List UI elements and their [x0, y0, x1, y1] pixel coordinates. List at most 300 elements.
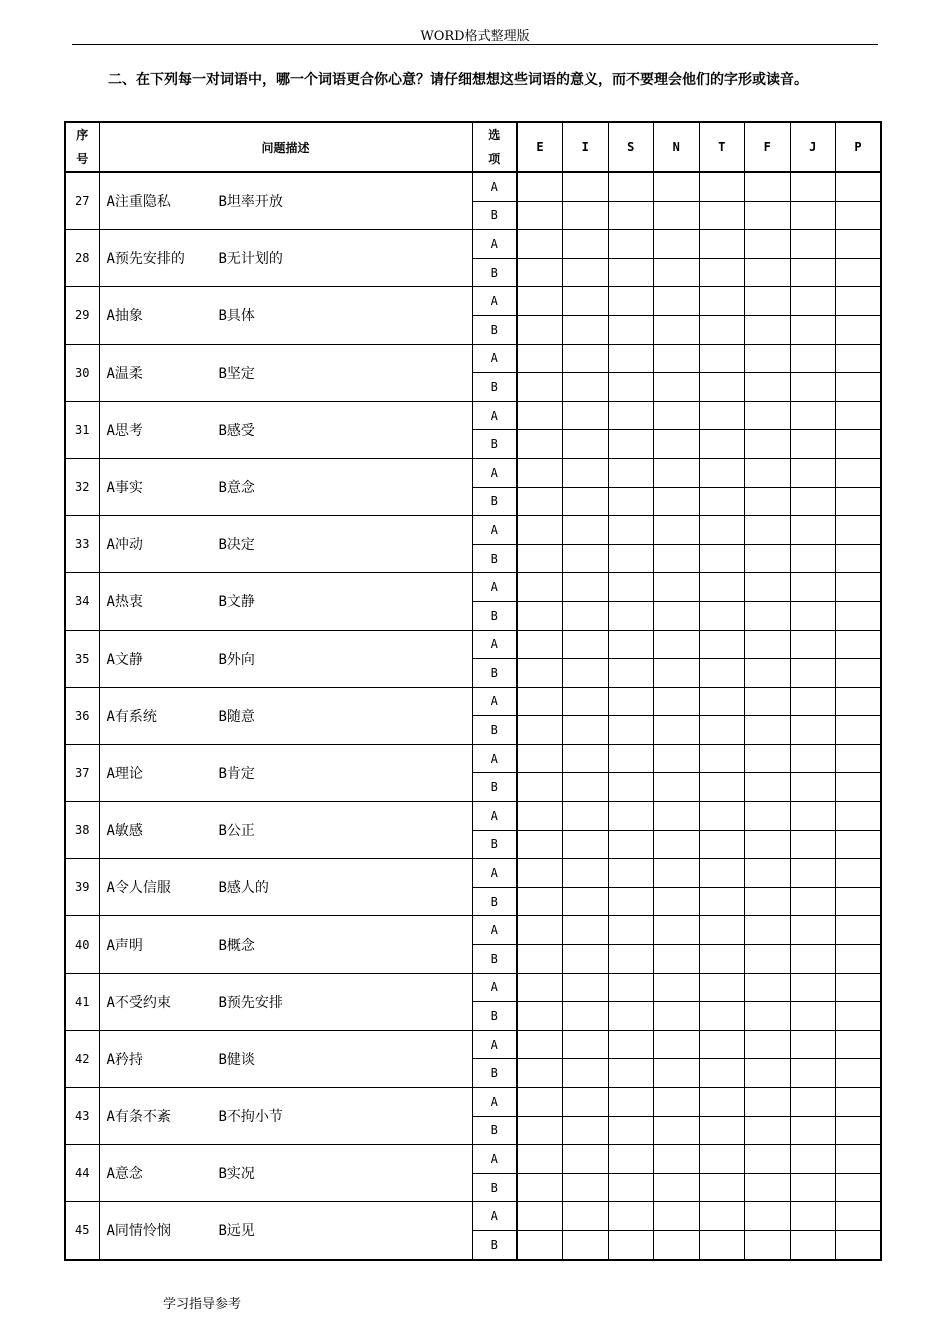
score-cell-p[interactable]	[836, 458, 882, 487]
score-cell-f[interactable]	[745, 430, 791, 459]
score-cell-s[interactable]	[608, 601, 654, 630]
score-cell-i[interactable]	[563, 973, 609, 1002]
score-cell-t[interactable]	[699, 1030, 745, 1059]
score-cell-f[interactable]	[745, 973, 791, 1002]
score-cell-j[interactable]	[790, 887, 836, 916]
score-cell-n[interactable]	[654, 687, 700, 716]
score-cell-t[interactable]	[699, 1088, 745, 1117]
score-cell-i[interactable]	[563, 201, 609, 230]
score-cell-j[interactable]	[790, 1002, 836, 1031]
score-cell-e[interactable]	[517, 973, 563, 1002]
score-cell-t[interactable]	[699, 802, 745, 831]
score-cell-j[interactable]	[790, 773, 836, 802]
score-cell-i[interactable]	[563, 945, 609, 974]
score-cell-t[interactable]	[699, 544, 745, 573]
score-cell-s[interactable]	[608, 1059, 654, 1088]
score-cell-t[interactable]	[699, 1202, 745, 1231]
score-cell-s[interactable]	[608, 773, 654, 802]
score-cell-i[interactable]	[563, 344, 609, 373]
score-cell-t[interactable]	[699, 1002, 745, 1031]
score-cell-t[interactable]	[699, 916, 745, 945]
score-cell-n[interactable]	[654, 344, 700, 373]
score-cell-n[interactable]	[654, 630, 700, 659]
score-cell-j[interactable]	[790, 1030, 836, 1059]
score-cell-p[interactable]	[836, 1230, 882, 1259]
score-cell-t[interactable]	[699, 744, 745, 773]
score-cell-n[interactable]	[654, 1116, 700, 1145]
score-cell-j[interactable]	[790, 487, 836, 516]
score-cell-n[interactable]	[654, 1202, 700, 1231]
score-cell-j[interactable]	[790, 573, 836, 602]
score-cell-n[interactable]	[654, 830, 700, 859]
score-cell-s[interactable]	[608, 287, 654, 316]
score-cell-i[interactable]	[563, 1173, 609, 1202]
score-cell-j[interactable]	[790, 1116, 836, 1145]
score-cell-p[interactable]	[836, 544, 882, 573]
score-cell-n[interactable]	[654, 373, 700, 402]
score-cell-t[interactable]	[699, 830, 745, 859]
score-cell-s[interactable]	[608, 1030, 654, 1059]
score-cell-j[interactable]	[790, 916, 836, 945]
score-cell-i[interactable]	[563, 1145, 609, 1174]
score-cell-t[interactable]	[699, 287, 745, 316]
score-cell-e[interactable]	[517, 802, 563, 831]
score-cell-i[interactable]	[563, 230, 609, 259]
score-cell-f[interactable]	[745, 1002, 791, 1031]
score-cell-e[interactable]	[517, 573, 563, 602]
score-cell-f[interactable]	[745, 230, 791, 259]
score-cell-i[interactable]	[563, 773, 609, 802]
score-cell-e[interactable]	[517, 516, 563, 545]
score-cell-f[interactable]	[745, 458, 791, 487]
score-cell-t[interactable]	[699, 430, 745, 459]
score-cell-f[interactable]	[745, 887, 791, 916]
score-cell-i[interactable]	[563, 630, 609, 659]
score-cell-f[interactable]	[745, 401, 791, 430]
score-cell-e[interactable]	[517, 544, 563, 573]
score-cell-f[interactable]	[745, 802, 791, 831]
score-cell-n[interactable]	[654, 1059, 700, 1088]
score-cell-f[interactable]	[745, 1088, 791, 1117]
score-cell-i[interactable]	[563, 659, 609, 688]
score-cell-s[interactable]	[608, 802, 654, 831]
score-cell-j[interactable]	[790, 287, 836, 316]
score-cell-f[interactable]	[745, 1202, 791, 1231]
score-cell-p[interactable]	[836, 430, 882, 459]
score-cell-e[interactable]	[517, 916, 563, 945]
score-cell-f[interactable]	[745, 516, 791, 545]
score-cell-n[interactable]	[654, 601, 700, 630]
score-cell-i[interactable]	[563, 315, 609, 344]
score-cell-j[interactable]	[790, 430, 836, 459]
score-cell-t[interactable]	[699, 659, 745, 688]
score-cell-n[interactable]	[654, 230, 700, 259]
score-cell-p[interactable]	[836, 601, 882, 630]
score-cell-s[interactable]	[608, 401, 654, 430]
score-cell-j[interactable]	[790, 1088, 836, 1117]
score-cell-j[interactable]	[790, 1145, 836, 1174]
score-cell-f[interactable]	[745, 544, 791, 573]
score-cell-f[interactable]	[745, 315, 791, 344]
score-cell-s[interactable]	[608, 973, 654, 1002]
score-cell-i[interactable]	[563, 830, 609, 859]
score-cell-t[interactable]	[699, 887, 745, 916]
score-cell-n[interactable]	[654, 659, 700, 688]
score-cell-t[interactable]	[699, 373, 745, 402]
score-cell-f[interactable]	[745, 201, 791, 230]
score-cell-s[interactable]	[608, 859, 654, 888]
score-cell-e[interactable]	[517, 1202, 563, 1231]
score-cell-e[interactable]	[517, 1030, 563, 1059]
score-cell-f[interactable]	[745, 773, 791, 802]
score-cell-s[interactable]	[608, 573, 654, 602]
score-cell-t[interactable]	[699, 1059, 745, 1088]
score-cell-n[interactable]	[654, 487, 700, 516]
score-cell-n[interactable]	[654, 1145, 700, 1174]
score-cell-e[interactable]	[517, 487, 563, 516]
score-cell-t[interactable]	[699, 573, 745, 602]
score-cell-p[interactable]	[836, 744, 882, 773]
score-cell-f[interactable]	[745, 601, 791, 630]
score-cell-p[interactable]	[836, 172, 882, 201]
score-cell-p[interactable]	[836, 287, 882, 316]
score-cell-j[interactable]	[790, 315, 836, 344]
score-cell-i[interactable]	[563, 516, 609, 545]
score-cell-t[interactable]	[699, 230, 745, 259]
score-cell-p[interactable]	[836, 344, 882, 373]
score-cell-s[interactable]	[608, 458, 654, 487]
score-cell-s[interactable]	[608, 1002, 654, 1031]
score-cell-e[interactable]	[517, 1059, 563, 1088]
score-cell-j[interactable]	[790, 230, 836, 259]
score-cell-e[interactable]	[517, 887, 563, 916]
score-cell-p[interactable]	[836, 258, 882, 287]
score-cell-f[interactable]	[745, 344, 791, 373]
score-cell-j[interactable]	[790, 1202, 836, 1231]
score-cell-s[interactable]	[608, 744, 654, 773]
score-cell-j[interactable]	[790, 544, 836, 573]
score-cell-f[interactable]	[745, 916, 791, 945]
score-cell-n[interactable]	[654, 258, 700, 287]
score-cell-n[interactable]	[654, 1173, 700, 1202]
score-cell-s[interactable]	[608, 1173, 654, 1202]
score-cell-n[interactable]	[654, 802, 700, 831]
score-cell-t[interactable]	[699, 201, 745, 230]
score-cell-e[interactable]	[517, 1145, 563, 1174]
score-cell-j[interactable]	[790, 1173, 836, 1202]
score-cell-j[interactable]	[790, 172, 836, 201]
score-cell-j[interactable]	[790, 802, 836, 831]
score-cell-f[interactable]	[745, 687, 791, 716]
score-cell-f[interactable]	[745, 487, 791, 516]
score-cell-j[interactable]	[790, 744, 836, 773]
score-cell-t[interactable]	[699, 773, 745, 802]
score-cell-s[interactable]	[608, 659, 654, 688]
score-cell-n[interactable]	[654, 973, 700, 1002]
score-cell-i[interactable]	[563, 1059, 609, 1088]
score-cell-e[interactable]	[517, 744, 563, 773]
score-cell-n[interactable]	[654, 1088, 700, 1117]
score-cell-p[interactable]	[836, 516, 882, 545]
score-cell-s[interactable]	[608, 916, 654, 945]
score-cell-i[interactable]	[563, 1030, 609, 1059]
score-cell-p[interactable]	[836, 1059, 882, 1088]
score-cell-i[interactable]	[563, 487, 609, 516]
score-cell-j[interactable]	[790, 659, 836, 688]
score-cell-e[interactable]	[517, 601, 563, 630]
score-cell-f[interactable]	[745, 1059, 791, 1088]
score-cell-s[interactable]	[608, 630, 654, 659]
score-cell-i[interactable]	[563, 573, 609, 602]
score-cell-j[interactable]	[790, 201, 836, 230]
score-cell-p[interactable]	[836, 573, 882, 602]
score-cell-p[interactable]	[836, 630, 882, 659]
score-cell-i[interactable]	[563, 1230, 609, 1259]
score-cell-n[interactable]	[654, 744, 700, 773]
score-cell-t[interactable]	[699, 258, 745, 287]
score-cell-p[interactable]	[836, 315, 882, 344]
score-cell-s[interactable]	[608, 1116, 654, 1145]
score-cell-i[interactable]	[563, 1002, 609, 1031]
score-cell-e[interactable]	[517, 201, 563, 230]
score-cell-e[interactable]	[517, 830, 563, 859]
score-cell-s[interactable]	[608, 430, 654, 459]
score-cell-n[interactable]	[654, 716, 700, 745]
score-cell-n[interactable]	[654, 287, 700, 316]
score-cell-n[interactable]	[654, 916, 700, 945]
score-cell-e[interactable]	[517, 258, 563, 287]
score-cell-p[interactable]	[836, 859, 882, 888]
score-cell-e[interactable]	[517, 1230, 563, 1259]
score-cell-f[interactable]	[745, 258, 791, 287]
score-cell-f[interactable]	[745, 1030, 791, 1059]
score-cell-i[interactable]	[563, 887, 609, 916]
score-cell-i[interactable]	[563, 1202, 609, 1231]
score-cell-f[interactable]	[745, 659, 791, 688]
score-cell-p[interactable]	[836, 716, 882, 745]
score-cell-j[interactable]	[790, 830, 836, 859]
score-cell-f[interactable]	[745, 287, 791, 316]
score-cell-s[interactable]	[608, 487, 654, 516]
score-cell-f[interactable]	[745, 859, 791, 888]
score-cell-e[interactable]	[517, 945, 563, 974]
score-cell-i[interactable]	[563, 744, 609, 773]
score-cell-j[interactable]	[790, 716, 836, 745]
score-cell-p[interactable]	[836, 687, 882, 716]
score-cell-i[interactable]	[563, 916, 609, 945]
score-cell-f[interactable]	[745, 830, 791, 859]
score-cell-j[interactable]	[790, 630, 836, 659]
score-cell-s[interactable]	[608, 1230, 654, 1259]
score-cell-e[interactable]	[517, 1173, 563, 1202]
score-cell-j[interactable]	[790, 516, 836, 545]
score-cell-n[interactable]	[654, 1230, 700, 1259]
score-cell-i[interactable]	[563, 401, 609, 430]
score-cell-e[interactable]	[517, 458, 563, 487]
score-cell-s[interactable]	[608, 1202, 654, 1231]
score-cell-n[interactable]	[654, 544, 700, 573]
score-cell-j[interactable]	[790, 373, 836, 402]
score-cell-s[interactable]	[608, 516, 654, 545]
score-cell-t[interactable]	[699, 315, 745, 344]
score-cell-e[interactable]	[517, 716, 563, 745]
score-cell-p[interactable]	[836, 802, 882, 831]
score-cell-j[interactable]	[790, 401, 836, 430]
score-cell-f[interactable]	[745, 945, 791, 974]
score-cell-p[interactable]	[836, 401, 882, 430]
score-cell-n[interactable]	[654, 1002, 700, 1031]
score-cell-j[interactable]	[790, 973, 836, 1002]
score-cell-e[interactable]	[517, 401, 563, 430]
score-cell-e[interactable]	[517, 1116, 563, 1145]
score-cell-i[interactable]	[563, 1116, 609, 1145]
score-cell-j[interactable]	[790, 859, 836, 888]
score-cell-s[interactable]	[608, 830, 654, 859]
score-cell-e[interactable]	[517, 172, 563, 201]
score-cell-f[interactable]	[745, 373, 791, 402]
score-cell-s[interactable]	[608, 201, 654, 230]
score-cell-i[interactable]	[563, 687, 609, 716]
score-cell-n[interactable]	[654, 458, 700, 487]
score-cell-p[interactable]	[836, 773, 882, 802]
score-cell-s[interactable]	[608, 172, 654, 201]
score-cell-p[interactable]	[836, 1088, 882, 1117]
score-cell-i[interactable]	[563, 373, 609, 402]
score-cell-s[interactable]	[608, 945, 654, 974]
score-cell-j[interactable]	[790, 1230, 836, 1259]
score-cell-p[interactable]	[836, 230, 882, 259]
score-cell-i[interactable]	[563, 601, 609, 630]
score-cell-p[interactable]	[836, 373, 882, 402]
score-cell-n[interactable]	[654, 945, 700, 974]
score-cell-n[interactable]	[654, 1030, 700, 1059]
score-cell-e[interactable]	[517, 659, 563, 688]
score-cell-i[interactable]	[563, 859, 609, 888]
score-cell-p[interactable]	[836, 1002, 882, 1031]
score-cell-f[interactable]	[745, 1116, 791, 1145]
score-cell-p[interactable]	[836, 659, 882, 688]
score-cell-p[interactable]	[836, 945, 882, 974]
score-cell-s[interactable]	[608, 1145, 654, 1174]
score-cell-p[interactable]	[836, 1116, 882, 1145]
score-cell-i[interactable]	[563, 172, 609, 201]
score-cell-s[interactable]	[608, 230, 654, 259]
score-cell-s[interactable]	[608, 687, 654, 716]
score-cell-i[interactable]	[563, 1088, 609, 1117]
score-cell-e[interactable]	[517, 315, 563, 344]
score-cell-s[interactable]	[608, 344, 654, 373]
score-cell-e[interactable]	[517, 773, 563, 802]
score-cell-f[interactable]	[745, 1145, 791, 1174]
score-cell-t[interactable]	[699, 1145, 745, 1174]
score-cell-e[interactable]	[517, 1002, 563, 1031]
score-cell-p[interactable]	[836, 1030, 882, 1059]
score-cell-t[interactable]	[699, 716, 745, 745]
score-cell-n[interactable]	[654, 430, 700, 459]
score-cell-j[interactable]	[790, 458, 836, 487]
score-cell-e[interactable]	[517, 373, 563, 402]
score-cell-t[interactable]	[699, 1173, 745, 1202]
score-cell-t[interactable]	[699, 1230, 745, 1259]
score-cell-t[interactable]	[699, 630, 745, 659]
score-cell-i[interactable]	[563, 716, 609, 745]
score-cell-t[interactable]	[699, 172, 745, 201]
score-cell-t[interactable]	[699, 1116, 745, 1145]
score-cell-e[interactable]	[517, 344, 563, 373]
score-cell-s[interactable]	[608, 258, 654, 287]
score-cell-t[interactable]	[699, 458, 745, 487]
score-cell-p[interactable]	[836, 916, 882, 945]
score-cell-f[interactable]	[745, 172, 791, 201]
score-cell-i[interactable]	[563, 458, 609, 487]
score-cell-j[interactable]	[790, 687, 836, 716]
score-cell-t[interactable]	[699, 401, 745, 430]
score-cell-e[interactable]	[517, 687, 563, 716]
score-cell-f[interactable]	[745, 630, 791, 659]
score-cell-p[interactable]	[836, 830, 882, 859]
score-cell-e[interactable]	[517, 1088, 563, 1117]
score-cell-s[interactable]	[608, 716, 654, 745]
score-cell-p[interactable]	[836, 1173, 882, 1202]
score-cell-i[interactable]	[563, 544, 609, 573]
score-cell-p[interactable]	[836, 1145, 882, 1174]
score-cell-n[interactable]	[654, 773, 700, 802]
score-cell-f[interactable]	[745, 716, 791, 745]
score-cell-t[interactable]	[699, 859, 745, 888]
score-cell-e[interactable]	[517, 230, 563, 259]
score-cell-n[interactable]	[654, 516, 700, 545]
score-cell-j[interactable]	[790, 1059, 836, 1088]
score-cell-n[interactable]	[654, 573, 700, 602]
score-cell-p[interactable]	[836, 487, 882, 516]
score-cell-j[interactable]	[790, 601, 836, 630]
score-cell-f[interactable]	[745, 573, 791, 602]
score-cell-t[interactable]	[699, 973, 745, 1002]
score-cell-t[interactable]	[699, 344, 745, 373]
score-cell-e[interactable]	[517, 630, 563, 659]
score-cell-t[interactable]	[699, 516, 745, 545]
score-cell-n[interactable]	[654, 401, 700, 430]
score-cell-f[interactable]	[745, 1173, 791, 1202]
score-cell-j[interactable]	[790, 945, 836, 974]
score-cell-f[interactable]	[745, 1230, 791, 1259]
score-cell-n[interactable]	[654, 859, 700, 888]
score-cell-n[interactable]	[654, 887, 700, 916]
score-cell-s[interactable]	[608, 1088, 654, 1117]
score-cell-i[interactable]	[563, 258, 609, 287]
score-cell-p[interactable]	[836, 887, 882, 916]
score-cell-e[interactable]	[517, 430, 563, 459]
score-cell-n[interactable]	[654, 172, 700, 201]
score-cell-i[interactable]	[563, 287, 609, 316]
score-cell-t[interactable]	[699, 945, 745, 974]
score-cell-i[interactable]	[563, 802, 609, 831]
score-cell-e[interactable]	[517, 859, 563, 888]
score-cell-t[interactable]	[699, 601, 745, 630]
score-cell-j[interactable]	[790, 258, 836, 287]
score-cell-s[interactable]	[608, 373, 654, 402]
score-cell-s[interactable]	[608, 544, 654, 573]
score-cell-i[interactable]	[563, 430, 609, 459]
score-cell-p[interactable]	[836, 201, 882, 230]
score-cell-p[interactable]	[836, 1202, 882, 1231]
score-cell-n[interactable]	[654, 315, 700, 344]
score-cell-p[interactable]	[836, 973, 882, 1002]
score-cell-n[interactable]	[654, 201, 700, 230]
score-cell-e[interactable]	[517, 287, 563, 316]
score-cell-f[interactable]	[745, 744, 791, 773]
score-cell-s[interactable]	[608, 315, 654, 344]
